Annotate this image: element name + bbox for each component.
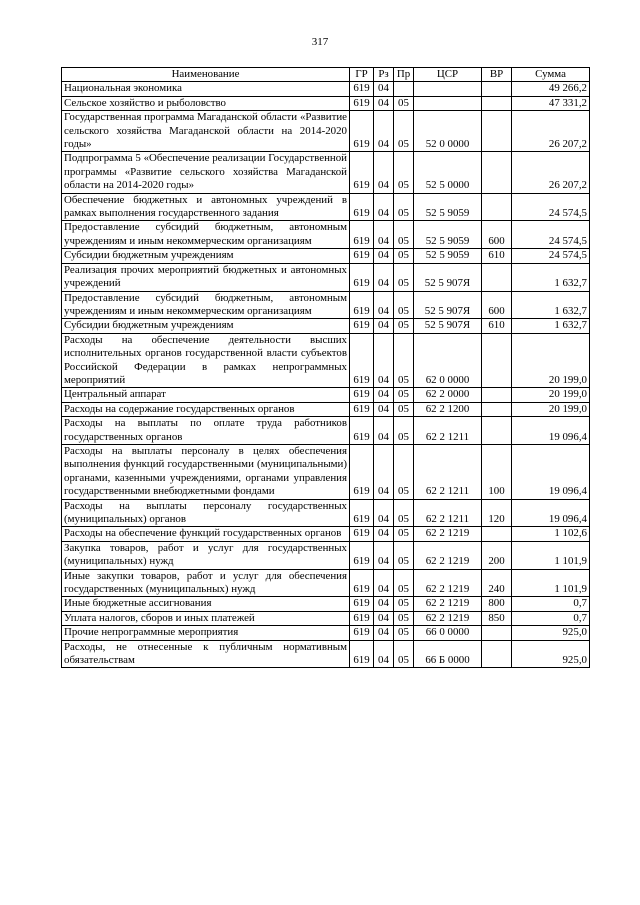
cell-name: Иные бюджетные ассигнования [62,597,350,611]
table-row [62,82,590,96]
cell-name: Расходы на содержание государственных органов [62,402,350,416]
cell-gr: 619 [350,499,374,527]
cell-csr: 52 5 9059 [414,221,482,249]
table-row [62,221,590,249]
cell-csr: 62 2 1219 [414,527,482,541]
cell-vr [482,527,512,541]
cell-gr: 619 [350,291,374,319]
cell-rz: 04 [374,626,394,640]
cell-pr: 05 [394,333,414,388]
cell-vr [482,152,512,193]
cell-vr [482,388,512,402]
cell-pr: 05 [394,152,414,193]
cell-gr: 619 [350,193,374,221]
cell-pr: 05 [394,597,414,611]
cell-rz: 04 [374,597,394,611]
table-row [62,388,590,402]
cell-csr: 62 2 1200 [414,402,482,416]
cell-name: Расходы на выплаты по оплате труда работников государственных органов [62,417,350,445]
cell-name: Субсидии бюджетным учреждениям [62,249,350,263]
cell-pr: 05 [394,388,414,402]
table-row [62,597,590,611]
page-number: 317 [311,36,329,48]
cell-name: Уплата налогов, сборов и иных платежей [62,611,350,625]
cell-sum: 24 574,5 [512,193,590,221]
cell-pr: 05 [394,249,414,263]
cell-name: Закупка товаров, работ и услуг для государственных (муниципальных) нужд [62,541,350,569]
cell-sum: 925,0 [512,640,590,668]
cell-sum: 1 102,6 [512,527,590,541]
cell-rz: 04 [374,611,394,625]
cell-sum: 1 101,9 [512,569,590,597]
cell-vr: 240 [482,569,512,597]
cell-csr: 62 0 0000 [414,333,482,388]
cell-rz: 04 [374,82,394,96]
cell-rz: 04 [374,291,394,319]
cell-rz: 04 [374,527,394,541]
cell-rz: 04 [374,640,394,668]
cell-pr: 05 [394,444,414,499]
cell-csr: 62 2 1219 [414,611,482,625]
cell-vr [482,640,512,668]
cell-sum: 20 199,0 [512,388,590,402]
cell-gr: 619 [350,640,374,668]
cell-pr: 05 [394,263,414,291]
cell-pr: 05 [394,541,414,569]
cell-pr: 05 [394,402,414,416]
table-row [62,333,590,388]
cell-csr: 62 2 1219 [414,597,482,611]
cell-pr: 05 [394,417,414,445]
cell-csr: 52 5 907Я [414,291,482,319]
cell-rz: 04 [374,152,394,193]
header-rz: Рз [374,68,394,82]
table-row [62,444,590,499]
cell-csr: 66 0 0000 [414,626,482,640]
table-row [62,611,590,625]
cell-csr: 52 0 0000 [414,111,482,152]
cell-pr: 05 [394,640,414,668]
cell-rz: 04 [374,193,394,221]
cell-sum: 19 096,4 [512,444,590,499]
table-row [62,402,590,416]
cell-gr: 619 [350,402,374,416]
cell-name: Субсидии бюджетным учреждениям [62,319,350,333]
table-row [62,319,590,333]
cell-pr: 05 [394,96,414,110]
table-row [62,527,590,541]
cell-name: Предоставление субсидий бюджетным, автономным учреждениям и иным некоммерческим организациям [62,291,350,319]
cell-csr [414,96,482,110]
cell-name: Подпрограмма 5 «Обеспечение реализации Государственной программы «Развитие сельского хозяйства Магаданской области на 2014-2020 годы» [62,152,350,193]
cell-name: Расходы на выплаты персоналу государственных (муниципальных) органов [62,499,350,527]
cell-name: Реализация прочих мероприятий бюджетных и автономных учреждений [62,263,350,291]
cell-rz: 04 [374,569,394,597]
cell-csr: 66 Б 0000 [414,640,482,668]
header-name: Наименование [62,68,350,82]
cell-gr: 619 [350,611,374,625]
cell-gr: 619 [350,152,374,193]
cell-vr [482,333,512,388]
cell-name: Расходы на обеспечение функций государственных органов [62,527,350,541]
cell-vr: 850 [482,611,512,625]
cell-gr: 619 [350,263,374,291]
cell-csr: 62 2 1211 [414,499,482,527]
cell-name: Расходы на обеспечение деятельности высших исполнительных органов государственной власти субъектов Российской Федерации в рамках непрограммных мероприятий [62,333,350,388]
cell-sum: 24 574,5 [512,221,590,249]
cell-pr: 05 [394,291,414,319]
cell-sum: 0,7 [512,597,590,611]
cell-sum: 19 096,4 [512,417,590,445]
cell-sum: 1 632,7 [512,291,590,319]
table-row [62,152,590,193]
cell-rz: 04 [374,221,394,249]
cell-name: Национальная экономика [62,82,350,96]
budget-table [61,67,590,668]
cell-name: Государственная программа Магаданской области «Развитие сельского хозяйства Магаданской области на 2014-2020 годы» [62,111,350,152]
cell-sum: 0,7 [512,611,590,625]
cell-rz: 04 [374,96,394,110]
cell-gr: 619 [350,569,374,597]
cell-pr: 05 [394,111,414,152]
table-row [62,111,590,152]
cell-rz: 04 [374,388,394,402]
cell-sum: 1 632,7 [512,319,590,333]
cell-vr: 600 [482,221,512,249]
cell-name: Прочие непрограммные мероприятия [62,626,350,640]
cell-gr: 619 [350,597,374,611]
cell-rz: 04 [374,249,394,263]
cell-vr: 610 [482,319,512,333]
table-row [62,263,590,291]
cell-vr [482,111,512,152]
cell-vr [482,263,512,291]
cell-name: Центральный аппарат [62,388,350,402]
cell-gr: 619 [350,82,374,96]
cell-rz: 04 [374,444,394,499]
table-body [62,82,590,668]
cell-name: Расходы на выплаты персоналу в целях обеспечения выполнения функций государственными (муниципальными) органами, казенными учреждениями, органами управления государственными внебюджетными фондами [62,444,350,499]
cell-pr: 05 [394,499,414,527]
cell-sum: 24 574,5 [512,249,590,263]
cell-sum: 19 096,4 [512,499,590,527]
header-gr: ГР [350,68,374,82]
cell-name: Иные закупки товаров, работ и услуг для обеспечения государственных (муниципальных) нужд [62,569,350,597]
cell-vr [482,626,512,640]
table-row [62,417,590,445]
cell-gr: 619 [350,111,374,152]
cell-sum: 1 632,7 [512,263,590,291]
cell-sum: 26 207,2 [512,152,590,193]
cell-rz: 04 [374,499,394,527]
cell-vr: 610 [482,249,512,263]
cell-gr: 619 [350,417,374,445]
cell-csr: 62 2 1219 [414,541,482,569]
cell-rz: 04 [374,541,394,569]
cell-rz: 04 [374,263,394,291]
cell-vr: 800 [482,597,512,611]
cell-sum: 20 199,0 [512,402,590,416]
cell-sum: 47 331,2 [512,96,590,110]
cell-vr [482,96,512,110]
cell-name: Предоставление субсидий бюджетным, автономным учреждениям и иным некоммерческим организациям [62,221,350,249]
cell-gr: 619 [350,388,374,402]
cell-gr: 619 [350,96,374,110]
table-row [62,626,590,640]
cell-csr: 52 5 0000 [414,152,482,193]
cell-pr: 05 [394,221,414,249]
cell-pr: 05 [394,611,414,625]
cell-vr [482,402,512,416]
cell-pr: 05 [394,569,414,597]
table-row [62,96,590,110]
cell-pr: 05 [394,319,414,333]
header-pr: Пр [394,68,414,82]
cell-gr: 619 [350,626,374,640]
cell-csr: 52 5 907Я [414,319,482,333]
cell-rz: 04 [374,417,394,445]
cell-sum: 925,0 [512,626,590,640]
cell-csr: 52 5 907Я [414,263,482,291]
table-row [62,569,590,597]
cell-pr [394,82,414,96]
cell-pr: 05 [394,527,414,541]
table-row [62,291,590,319]
cell-sum: 26 207,2 [512,111,590,152]
table-row [62,499,590,527]
cell-name: Обеспечение бюджетных и автономных учреждений в рамках выполнения государственного задания [62,193,350,221]
cell-rz: 04 [374,333,394,388]
cell-gr: 619 [350,527,374,541]
table-row [62,640,590,668]
cell-gr: 619 [350,444,374,499]
cell-vr: 100 [482,444,512,499]
cell-name: Сельское хозяйство и рыболовство [62,96,350,110]
cell-vr [482,193,512,221]
cell-csr [414,82,482,96]
cell-rz: 04 [374,402,394,416]
cell-sum: 1 101,9 [512,541,590,569]
header-vr: ВР [482,68,512,82]
cell-gr: 619 [350,541,374,569]
cell-name: Расходы, не отнесенные к публичным нормативным обязательствам [62,640,350,668]
cell-gr: 619 [350,333,374,388]
cell-rz: 04 [374,319,394,333]
cell-vr [482,82,512,96]
cell-csr: 52 5 9059 [414,193,482,221]
cell-csr: 62 2 1211 [414,417,482,445]
cell-gr: 619 [350,319,374,333]
cell-gr: 619 [350,221,374,249]
table-row [62,193,590,221]
cell-vr: 600 [482,291,512,319]
cell-sum: 20 199,0 [512,333,590,388]
cell-csr: 52 5 9059 [414,249,482,263]
cell-csr: 62 2 1219 [414,569,482,597]
header-csr: ЦСР [414,68,482,82]
cell-csr: 62 2 0000 [414,388,482,402]
cell-pr: 05 [394,626,414,640]
cell-pr: 05 [394,193,414,221]
cell-vr: 120 [482,499,512,527]
cell-sum: 49 266,2 [512,82,590,96]
cell-vr: 200 [482,541,512,569]
table-row [62,249,590,263]
cell-rz: 04 [374,111,394,152]
cell-csr: 62 2 1211 [414,444,482,499]
table-header-row [62,68,590,82]
header-sum: Сумма [512,68,590,82]
cell-vr [482,417,512,445]
cell-gr: 619 [350,249,374,263]
table-row [62,541,590,569]
